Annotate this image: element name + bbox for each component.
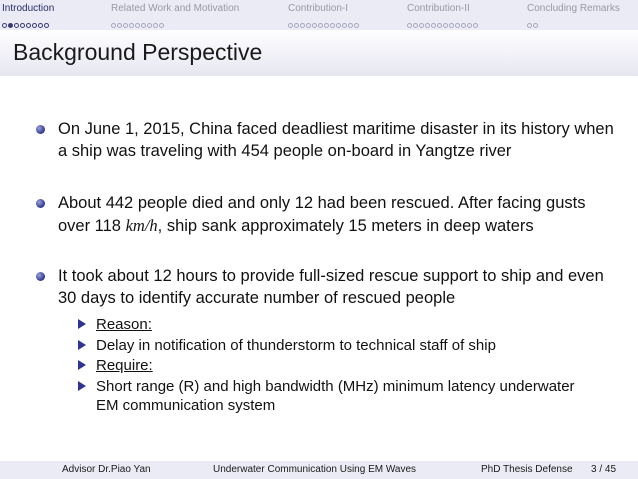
- frame-dot-icon[interactable]: [455, 23, 460, 28]
- frame-dot-icon[interactable]: [135, 23, 140, 28]
- bullet-text: On June 1, 2015, China faced deadliest maritime disaster in its history when a ship was traveling with 454 people on-board in Yangtze river: [58, 120, 614, 160]
- frame-dot-icon[interactable]: [437, 23, 442, 28]
- frame-dot-icon[interactable]: [141, 23, 146, 28]
- sub-item-text: Delay in notification of thunderstorm to technical staff of ship: [96, 337, 496, 354]
- frame-dot-icon[interactable]: [288, 23, 293, 28]
- nav-section-contribution-2[interactable]: [407, 3, 470, 15]
- nav-section-contribution-1[interactable]: [288, 3, 348, 15]
- sub-item: [96, 377, 586, 415]
- nav-section-dots[interactable]: [2, 17, 50, 25]
- frame-dot-icon[interactable]: [425, 23, 430, 28]
- frame-dot-icon[interactable]: [461, 23, 466, 28]
- bullet-ball-icon: [36, 125, 45, 134]
- sub-item-text: Require:: [96, 357, 153, 374]
- frame-dot-icon[interactable]: [38, 23, 43, 28]
- sub-item-text: Reason:: [96, 316, 152, 333]
- footer-author: Advisor Dr.Piao Yan: [62, 464, 151, 475]
- frame-dot-icon[interactable]: [419, 23, 424, 28]
- frame-dot-icon[interactable]: [117, 23, 122, 28]
- frame-dot-icon[interactable]: [123, 23, 128, 28]
- bullet-ball-icon: [36, 199, 45, 208]
- sub-item-reason-label: [96, 315, 616, 334]
- frame-dot-icon[interactable]: [26, 23, 31, 28]
- nav-section-dots[interactable]: [111, 17, 165, 25]
- frame-dot-icon[interactable]: [467, 23, 472, 28]
- sub-item-require-label: [96, 356, 616, 375]
- frame-dot-icon[interactable]: [527, 23, 532, 28]
- footer-page-number: 3 / 45: [591, 464, 617, 475]
- bullet-text: It took about 12 hours to provide full-sized rescue support to ship and even 30 days to identify accurate number of rescued people: [58, 267, 604, 307]
- frame-dot-icon[interactable]: [330, 23, 335, 28]
- frame-dot-icon[interactable]: [431, 23, 436, 28]
- nav-section-title[interactable]: Contribution-I: [288, 3, 349, 14]
- triangle-bullet-icon: [78, 381, 86, 391]
- frame-dot-icon[interactable]: [111, 23, 116, 28]
- frame-dot-icon[interactable]: [443, 23, 448, 28]
- frame-dot-icon[interactable]: [413, 23, 418, 28]
- frame-dot-icon[interactable]: [324, 23, 329, 28]
- frame-dot-icon[interactable]: [159, 23, 164, 28]
- slide-title: Background Perspective: [13, 39, 263, 65]
- frame-dot-icon[interactable]: [129, 23, 134, 28]
- speed-unit-math: km/h: [125, 215, 158, 235]
- nav-section-related-work[interactable]: [111, 3, 239, 15]
- bullet-text-part: About 442 people died and only 12 had been rescued. After facing gusts over 118: [58, 194, 586, 235]
- sub-item-text: Short range (R) and high bandwidth (MHz) minimum latency underwater EM communication system: [96, 378, 575, 414]
- triangle-bullet-icon: [78, 340, 86, 350]
- frame-dot-icon[interactable]: [354, 23, 359, 28]
- frame-dot-icon[interactable]: [14, 23, 19, 28]
- frame-dot-icon[interactable]: [318, 23, 323, 28]
- nav-section-title[interactable]: Contribution-II: [407, 3, 470, 14]
- frame-dot-icon[interactable]: [336, 23, 341, 28]
- footer-talk-title: Underwater Communication Using EM Waves: [213, 464, 417, 475]
- frame-dot-icon[interactable]: [44, 23, 49, 28]
- frame-dot-icon[interactable]: [8, 23, 13, 28]
- frame-dot-icon[interactable]: [449, 23, 454, 28]
- frame-dot-icon[interactable]: [20, 23, 25, 28]
- frame-dot-icon[interactable]: [2, 23, 7, 28]
- frame-dot-icon[interactable]: [533, 23, 538, 28]
- frame-dot-icon[interactable]: [32, 23, 37, 28]
- frame-dot-icon[interactable]: [153, 23, 158, 28]
- nav-section-title[interactable]: Introduction: [2, 3, 55, 14]
- nav-section-concluding-remarks[interactable]: [527, 3, 620, 15]
- frame-dot-icon[interactable]: [294, 23, 299, 28]
- section-navigation-bar: [0, 0, 638, 30]
- bullet-text-part: , ship sank approximately 15 meters in deep waters: [157, 216, 534, 235]
- sub-item: [96, 336, 616, 355]
- frame-dot-icon[interactable]: [407, 23, 412, 28]
- frame-dot-icon[interactable]: [342, 23, 347, 28]
- frame-dot-icon[interactable]: [312, 23, 317, 28]
- bullet-ball-icon: [36, 272, 45, 281]
- frame-dot-icon[interactable]: [306, 23, 311, 28]
- nav-section-title[interactable]: Related Work and Motivation: [111, 3, 240, 14]
- footer-bar: [0, 461, 638, 479]
- frame-dot-icon[interactable]: [147, 23, 152, 28]
- frame-dot-icon[interactable]: [300, 23, 305, 28]
- bullet-text: [58, 193, 618, 237]
- footer-event: PhD Thesis Defense: [481, 464, 573, 475]
- nav-section-title[interactable]: Concluding Remarks: [527, 3, 620, 14]
- frame-dot-icon[interactable]: [473, 23, 478, 28]
- triangle-bullet-icon: [78, 360, 86, 370]
- triangle-bullet-icon: [78, 319, 86, 329]
- nav-section-introduction[interactable]: [2, 3, 54, 15]
- nav-section-dots[interactable]: [288, 17, 360, 25]
- frame-dot-icon[interactable]: [348, 23, 353, 28]
- nav-section-dots[interactable]: [407, 17, 479, 25]
- nav-section-dots[interactable]: [527, 17, 539, 25]
